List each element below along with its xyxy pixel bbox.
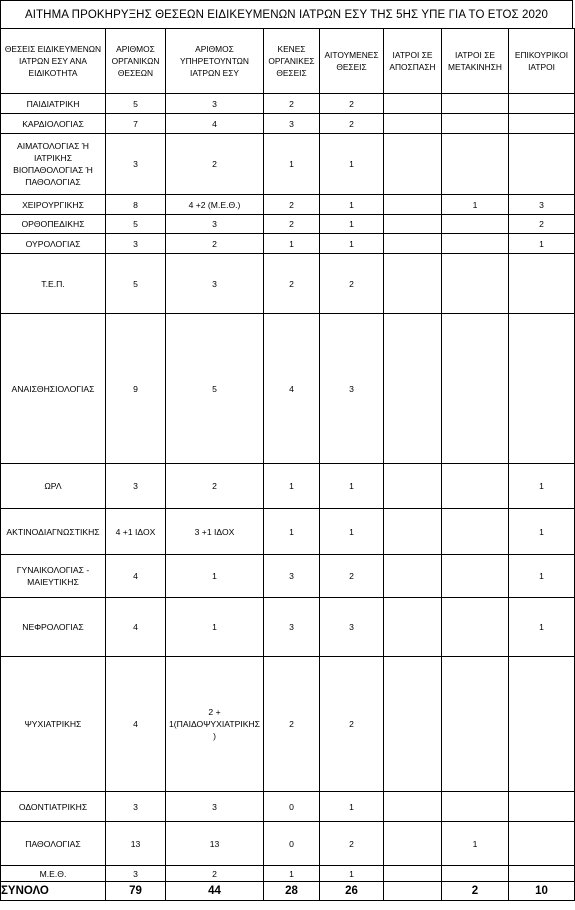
cell-value: 2 [320,94,384,114]
total-transferred: 2 [442,882,509,901]
table-row [1,822,575,866]
cell-value [442,464,509,509]
cell-value [442,792,509,822]
cell-value [509,822,575,866]
cell-value: 2 [320,822,384,866]
cell-value: 4 [264,314,320,464]
cell-value: 2 [166,464,264,509]
cell-value: 1 [264,464,320,509]
header-specialty: ΘΕΣΕΙΣ ΕΙΔΙΚΕΥΜΕΝΩΝ ΙΑΤΡΩΝ ΕΣΥ ΑΝΑ ΕΙΔΙΚΟΤΗΤΑ [1,29,106,94]
cell-specialty: ΑΙΜΑΤΟΛΟΓΙΑΣ Ή ΙΑΤΡΙΚΗΣ ΒΙΟΠΑΘΟΛΟΓΙΑΣ Ή ΠΑΘΟΛΟΓΙΑΣ [1,134,106,195]
total-auxiliary: 10 [509,882,575,901]
cell-value: 3 [106,464,166,509]
header-transferred-doctors: ΙΑΤΡΟΙ ΣΕ ΜΕΤΑΚΙΝΗΣΗ [442,29,509,94]
positions-table [0,28,575,901]
cell-value: 1 [320,234,384,254]
total-row [1,882,575,901]
cell-value: 1 [442,195,509,215]
cell-value: 9 [106,314,166,464]
cell-value [384,509,442,555]
cell-value: 2 [166,134,264,195]
cell-specialty: ΠΑΘΟΛΟΓΙΑΣ [1,822,106,866]
cell-value: 0 [264,792,320,822]
cell-value [384,598,442,657]
cell-value: 1 [509,555,575,598]
cell-specialty: Τ.Ε.Π. [1,254,106,314]
cell-specialty: ΟΡΘΟΠΕΔΙΚΗΣ [1,215,106,234]
cell-value: 2 [264,195,320,215]
cell-value [384,254,442,314]
cell-value: 1 [264,509,320,555]
document-title: ΑΙΤΗΜΑ ΠΡΟΚΗΡΥΞΗΣ ΘΕΣΕΩΝ ΕΙΔΙΚΕΥΜΕΝΩΝ ΙΑΤΡΩΝ ΕΣΥ ΤΗΣ 5ΗΣ ΥΠΕ ΓΙΑ ΤΟ ΕΤΟΣ 2020 [0,0,573,28]
cell-value [442,657,509,792]
cell-value [384,94,442,114]
table-row [1,464,575,509]
table-row [1,254,575,314]
cell-value: 2 [166,866,264,882]
cell-value: 1 [509,509,575,555]
header-requested-positions: ΑΙΤΟΥΜΕΝΕΣ ΘΕΣΕΙΣ [320,29,384,94]
cell-value [442,598,509,657]
cell-value: 1 [320,792,384,822]
cell-specialty: ΝΕΦΡΟΛΟΓΙΑΣ [1,598,106,657]
cell-value [384,555,442,598]
table-row [1,134,575,195]
cell-value: 2 [264,254,320,314]
cell-value: 4 +2 (Μ.Ε.Θ.) [166,195,264,215]
cell-value [509,114,575,134]
cell-value [509,134,575,195]
cell-value: 1 [509,464,575,509]
cell-value: 3 [166,215,264,234]
cell-value: 3 [264,114,320,134]
cell-value [384,822,442,866]
total-serving: 44 [166,882,264,901]
table-row [1,114,575,134]
table-row [1,792,575,822]
cell-value [509,792,575,822]
cell-value: 2 [509,215,575,234]
cell-value [384,657,442,792]
table-row [1,866,575,882]
cell-value: 4 [166,114,264,134]
cell-value: 5 [106,215,166,234]
cell-value: 13 [106,822,166,866]
cell-value [442,215,509,234]
cell-value: 3 [264,555,320,598]
cell-value: 8 [106,195,166,215]
table-row [1,234,575,254]
cell-value: 3 [509,195,575,215]
cell-value: 1 [320,134,384,195]
header-organic-positions: ΑΡΙΘΜΟΣ ΟΡΓΑΝΙΚΩΝ ΘΕΣΕΩΝ [106,29,166,94]
cell-value [509,657,575,792]
cell-specialty: ΟΥΡΟΛΟΓΙΑΣ [1,234,106,254]
cell-value [384,215,442,234]
header-vacant-positions: ΚΕΝΕΣ ΟΡΓΑΝΙΚΕΣ ΘΕΣΕΙΣ [264,29,320,94]
cell-value [442,114,509,134]
cell-value: 3 [166,254,264,314]
cell-specialty: ΨΥΧΙΑΤΡΙΚΗΣ [1,657,106,792]
cell-value: 3 [320,314,384,464]
table-row [1,598,575,657]
cell-value: 4 +1 ΙΔΟΧ [106,509,166,555]
cell-value: 5 [106,254,166,314]
header-row [1,29,575,94]
cell-value: 2 + 1(ΠΑΙΔΟΨΥΧΙΑΤΡΙΚΗΣ) [166,657,264,792]
cell-value: 2 [264,657,320,792]
cell-value: 4 [106,555,166,598]
table-row [1,314,575,464]
cell-value [442,254,509,314]
cell-value [442,94,509,114]
cell-value: 13 [166,822,264,866]
cell-value [509,254,575,314]
cell-value: 1 [320,866,384,882]
cell-value [509,94,575,114]
cell-value: 1 [264,866,320,882]
cell-value: 1 [320,215,384,234]
cell-value: 5 [166,314,264,464]
cell-value [384,234,442,254]
table-row [1,509,575,555]
table-row [1,195,575,215]
total-organic: 79 [106,882,166,901]
cell-value [384,792,442,822]
cell-value: 1 [264,134,320,195]
cell-specialty: ΚΑΡΔΙΟΛΟΓΙΑΣ [1,114,106,134]
cell-value: 2 [320,555,384,598]
cell-specialty: ΩΡΛ [1,464,106,509]
table-row [1,215,575,234]
cell-specialty: ΠΑΙΔΙΑΤΡΙΚΗ [1,94,106,114]
cell-value: 0 [264,822,320,866]
cell-value: 3 [320,598,384,657]
header-serving-doctors: ΑΡΙΘΜΟΣ ΥΠΗΡΕΤΟΥΝΤΩΝ ΙΑΤΡΩΝ ΕΣΥ [166,29,264,94]
cell-value [442,314,509,464]
cell-value [384,195,442,215]
cell-specialty: ΧΕΙΡΟΥΡΓΙΚΗΣ [1,195,106,215]
cell-value [384,464,442,509]
total-label: ΣΥΝΟΛΟ [1,882,106,901]
cell-value: 2 [166,234,264,254]
cell-value: 1 [509,234,575,254]
cell-value: 3 [106,234,166,254]
cell-specialty: Μ.Ε.Θ. [1,866,106,882]
cell-value: 5 [106,94,166,114]
header-auxiliary-doctors: ΕΠΙΚΟΥΡΙΚΟΙ ΙΑΤΡΟΙ [509,29,575,94]
cell-value [384,314,442,464]
cell-value [509,866,575,882]
cell-value: 3 [106,866,166,882]
cell-value [384,866,442,882]
cell-value: 2 [320,114,384,134]
cell-value: 2 [264,94,320,114]
cell-value: 3 +1 ΙΔΟΧ [166,509,264,555]
cell-value: 1 [442,822,509,866]
cell-value: 3 [166,94,264,114]
cell-value: 1 [509,598,575,657]
cell-value: 7 [106,114,166,134]
table-row [1,657,575,792]
cell-value: 2 [320,254,384,314]
cell-value [442,509,509,555]
cell-value: 1 [264,234,320,254]
cell-specialty: ΑΚΤΙΝΟΔΙΑΓΝΩΣΤΙΚΗΣ [1,509,106,555]
total-requested: 26 [320,882,384,901]
cell-specialty: ΟΔΟΝΤΙΑΤΡΙΚΗΣ [1,792,106,822]
cell-value: 1 [320,509,384,555]
table-row [1,555,575,598]
table-row [1,94,575,114]
cell-specialty: ΓΥΝΑΙΚΟΛΟΓΙΑΣ - ΜΑΙΕΥΤΙΚΗΣ [1,555,106,598]
total-vacant: 28 [264,882,320,901]
cell-value [442,234,509,254]
total-seconded [384,882,442,901]
cell-value [509,314,575,464]
cell-value: 1 [166,598,264,657]
header-seconded-doctors: ΙΑΤΡΟΙ ΣΕ ΑΠΟΣΠΑΣΗ [384,29,442,94]
cell-value: 1 [166,555,264,598]
cell-value: 3 [106,792,166,822]
cell-value [442,866,509,882]
cell-value: 2 [264,215,320,234]
cell-value: 2 [320,657,384,792]
cell-value: 3 [264,598,320,657]
cell-value [384,114,442,134]
cell-value: 3 [166,792,264,822]
cell-value: 4 [106,598,166,657]
cell-value: 3 [106,134,166,195]
cell-value [384,134,442,195]
cell-value: 4 [106,657,166,792]
cell-value [442,134,509,195]
cell-specialty: ΑΝΑΙΣΘΗΣΙΟΛΟΓΙΑΣ [1,314,106,464]
cell-value [442,555,509,598]
cell-value: 1 [320,195,384,215]
cell-value: 1 [320,464,384,509]
